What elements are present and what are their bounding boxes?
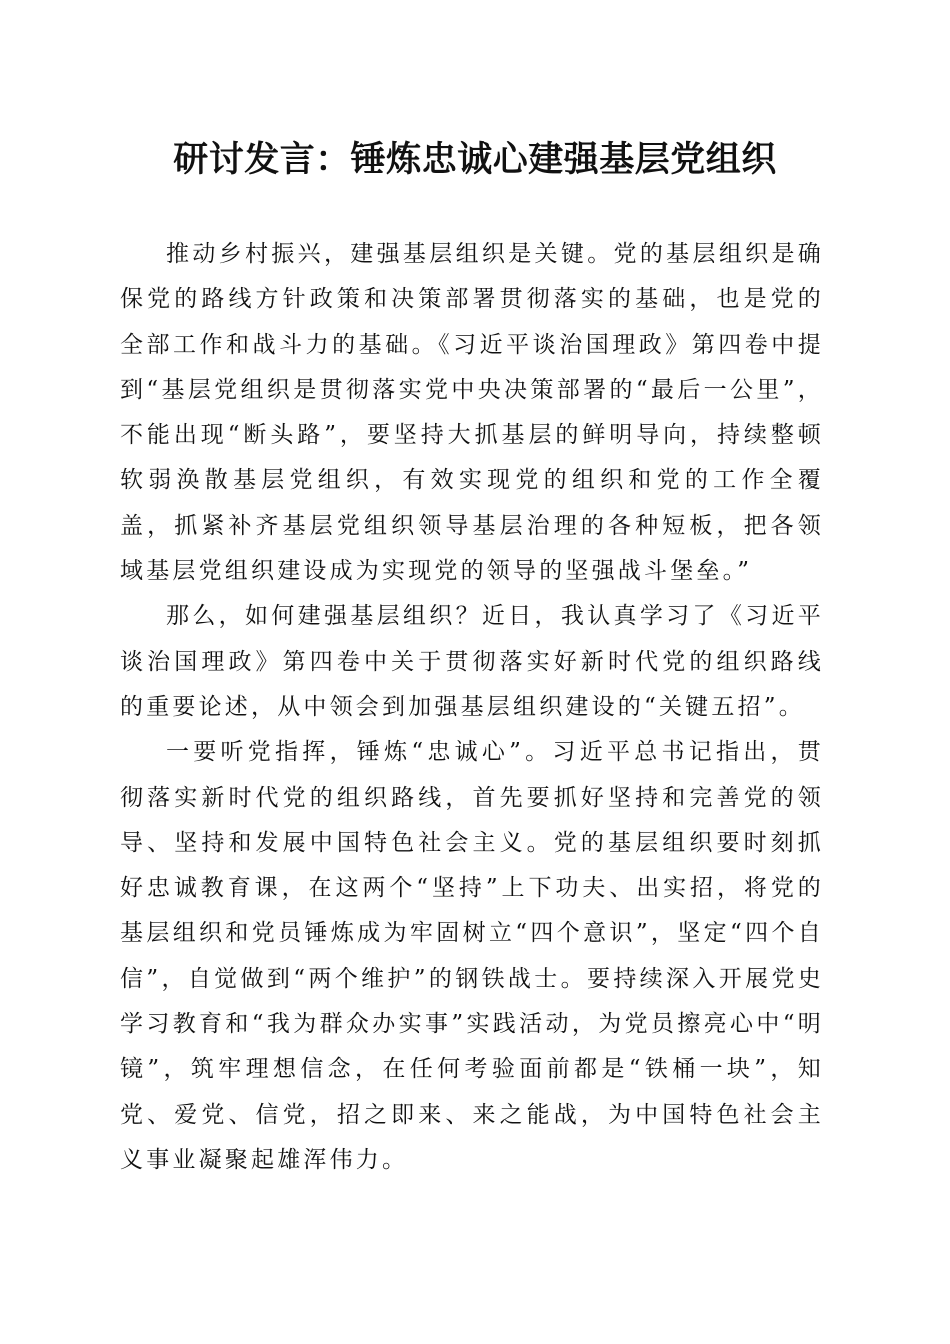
paragraph-3: 一要听党指挥，锤炼“忠诚心”。习近平总书记指出，贯彻落实新时代党的组织路线，首先要抓好坚持和完善党的领导、坚持和发展中国特色社会主义。党的基层组织要时刻抓好忠诚教育课，在这两个“坚持”上下功夫、出实招，将党的基层组织和党员锤炼成为牢固树立“四个意识”，坚定“四个自信”，自觉做到“两个维护”的钢铁战士。要持续深入开展党史学习教育和“我为群众办实事”实践活动，为党员擦亮心中“明镜”，筑牢理想信念，在任何考验面前都是“铁桶一块”，知党、爱党、信党，招之即来、来之能战，为中国特色社会主义事业凝聚起雄浑伟力。 bbox=[120, 739, 824, 1173]
document-body bbox=[120, 232, 824, 1183]
paragraph-1: 推动乡村振兴，建强基层组织是关键。党的基层组织是确保党的路线方针政策和决策部署贯彻落实的基础，也是党的全部工作和战斗力的基础。《习近平谈治国理政》第四卷中提到“基层党组织是贯彻落实党中央决策部署的“最后一公里”，不能出现“断头路”，要坚持大抓基层的鲜明导向，持续整顿软弱涣散基层党组织，有效实现党的组织和党的工作全覆盖，抓紧补齐基层党组织领导基层治理的各种短板，把各领域基层党组织建设成为实现党的领导的坚强战斗堡垒。” bbox=[120, 241, 824, 585]
paragraph-2: 那么，如何建强基层组织？近日，我认真学习了《习近平谈治国理政》第四卷中关于贯彻落实好新时代党的组织路线的重要论述，从中领会到加强基层组织建设的“关键五招”。 bbox=[120, 603, 824, 720]
document-title: 研讨发言：锤炼忠诚心建强基层党组织 bbox=[173, 139, 777, 180]
